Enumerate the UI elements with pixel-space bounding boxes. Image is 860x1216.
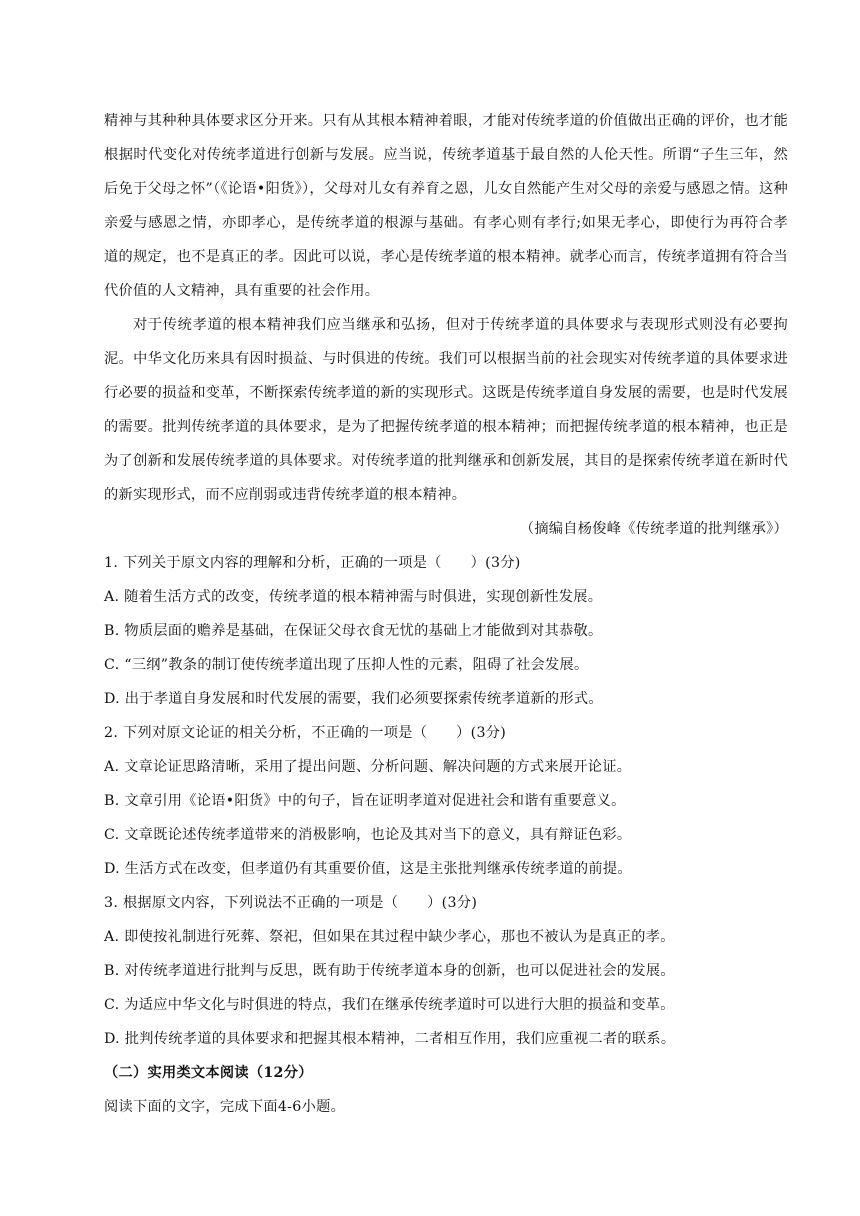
option-c: C. 文章既论述传统孝道带来的消极影响，也论及其对当下的意义，具有辩证色彩。 [104,827,632,843]
question-stem: 3. 根据原文内容，下列说法不正确的一项是（ ）(3分) [104,895,478,911]
option-b: B. 文章引用《论语•阳货》中的句子，旨在证明孝道对促进社会和谐有重要意义。 [104,793,626,809]
option-c: C. 为适应中华文化与时俱进的特点，我们在继承传统孝道时可以进行大胆的损益和变革。 [104,997,675,1013]
option-d: D. 批判传统孝道的具体要求和把握其根本精神，二者相互作用，我们应重视二者的联系。 [104,1031,676,1047]
option-d: D. 出于孝道自身发展和时代发展的需要，我们必须要探索传统孝道新的形式。 [104,691,603,707]
body-paragraph-2: 对于传统孝道的根本精神我们应当继承和弘扬，但对于传统孝道的具体要求与表现形式则没有必要拘泥。中华文化历来具有因时损益、与时俱进的传统。我们可以根据当前的社会现实对传统孝道的具体要求进行必要的损益和变革，不断探索传统孝道的新的实现形式。这既是传统孝道自身发展的需要，也是时代发展的需要。批判传统孝道的具体要求，是为了把握传统孝道的根本精神；而把握传统孝道的根本精神，也正是为了创新和发展传统孝道的具体要求。对传统孝道的批判继承和创新发展，其目的是探索传统孝道在新时代的新实现形式，而不应削弱或违背传统孝道的根本精神。 [104,317,788,503]
body-paragraph-1: 精神与其种种具体要求区分开来。只有从其根本精神着眼，才能对传统孝道的价值做出正确的评价，也才能根据时代变化对传统孝道进行创新与发展。应当说，传统孝道基于最自然的人伦天性。所谓“子生三年，然后免于父母之怀”（《论语•阳货》），父母对儿女有养育之恩，儿女自然能产生对父母的亲爱与感恩之情。这种亲爱与感恩之情，亦即孝心，是传统孝道的根源与基础。有孝心则有孝行;如果无孝心，即使行为再符合孝道的规定，也不是真正的孝。因此可以说，孝心是传统孝道的根本精神。就孝心而言，传统孝道拥有符合当代价值的人文精神，具有重要的社会作用。 [104,113,788,299]
question-3 [104,886,788,1056]
question-stem: 2. 下列对原文论证的相关分析，不正确的一项是（ ）(3分) [104,725,507,741]
option-a: A. 即使按礼制进行死葬、祭祀，但如果在其过程中缺少孝心，那也不被认为是真正的孝。 [104,929,675,945]
option-b: B. 对传统孝道进行批判与反思，既有助于传统孝道本身的创新，也可以促进社会的发展。 [104,963,675,979]
question-2 [104,716,788,886]
question-stem: 1. 下列关于原文内容的理解和分析，正确的一项是（ ）(3分) [104,555,521,571]
option-c: C. “三纲”教条的制订使传统孝道出现了压抑人性的元素，阻碍了社会发展。 [104,657,589,673]
section-instruction: 阅读下面的文字，完成下面4-6小题。 [104,1099,346,1115]
option-a: A. 文章论证思路清晰，采用了提出问题、分析问题、解决问题的方式来展开论证。 [104,759,632,775]
question-1 [104,546,788,716]
option-b: B. 物质层面的赡养是基础，在保证父母衣食无忧的基础上才能做到对其恭敬。 [104,623,603,639]
option-a: A. 随着生活方式的改变，传统孝道的根本精神需与时俱进，实现创新性发展。 [104,589,603,605]
section-title: （二）实用类文本阅读（12分） [104,1065,313,1081]
option-d: D. 生活方式在改变，但孝道仍有其重要价值，这是主张批判继承传统孝道的前提。 [104,861,632,877]
source-citation: （摘编自杨俊峰《传统孝道的批判继承》） [519,521,788,537]
